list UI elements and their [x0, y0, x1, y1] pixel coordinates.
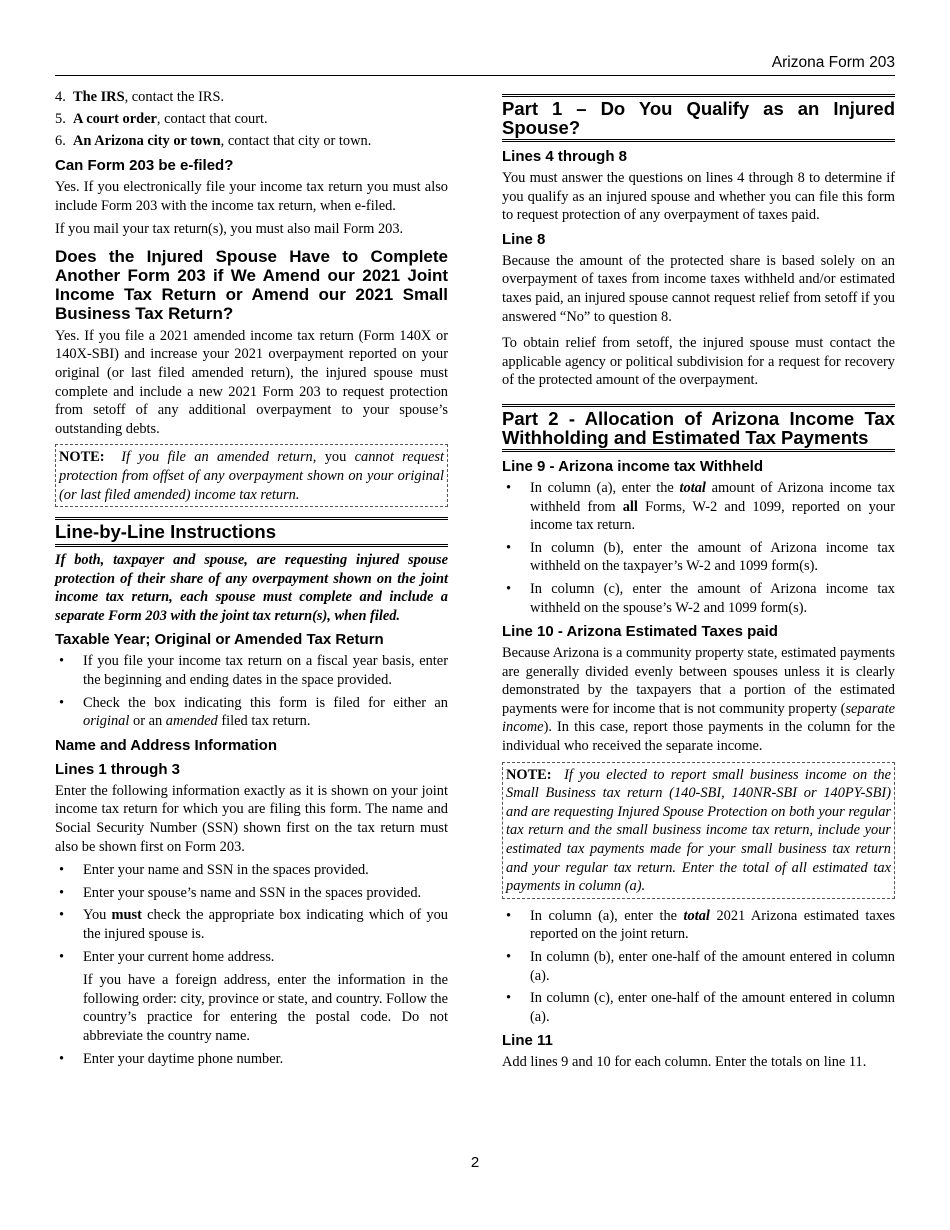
amended-return-note: NOTE: If you file an amended return, you cannot request protection from offset of any overpayment shown on your original (or last filed amended) income tax return. [55, 444, 448, 507]
line-9-heading: Line 9 - Arizona income tax Withheld [502, 457, 764, 475]
list-item: • In column (c), enter the amount of Arizona income tax withheld on the spouse’s W-2 and 1099 form(s). [502, 580, 895, 617]
list-item: • Enter your spouse’s name and SSN in the spaces provided. [55, 884, 448, 903]
efile-heading: Can Form 203 be e-filed? [55, 156, 234, 174]
foreign-address-paragraph: If you have a foreign address, enter the information in the following order: city, province or state, and country. Follow the country’s practice for entering the postal code. Do not abbreviate the country name. [83, 972, 449, 1044]
list-item: • Check the box indicating this form is filed for either an original or an amended filed tax return. [55, 694, 448, 731]
list-item: • Enter your current home address. [55, 948, 448, 967]
list-item: • Enter your name and SSN in the spaces provided. [55, 861, 448, 880]
mail-paragraph: If you mail your tax return(s), you must also mail Form 203. [55, 221, 404, 238]
lines-4-8-paragraph: You must answer the questions on lines 4 through 8 to determine if you qualify as an injured spouse and whether you can file this form to request protection of any overpayment of taxes paid. [502, 170, 895, 224]
name-address-list [55, 861, 448, 966]
line-9-list [502, 479, 895, 617]
amend-heading: Does the Injured Spouse Have to Complete Another Form 203 if We Amend our 2021 Joint Income Tax Return or Amend our 2021 Small Business Tax Return? [55, 246, 448, 323]
header-divider [55, 75, 895, 76]
amend-paragraph: Yes. If you file a 2021 amended income tax return (Form 140X or 140X-SBI) and increase your 2021 overpayment reported on your original (or last filed amended return), the injured spouse must complete and include a new 2021 Form 203 to request protection from setoff of any additional overpayment to your spouse’s outstanding debts. [55, 327, 448, 437]
line-8-heading: Line 8 [502, 230, 546, 248]
list-item: • If you file your income tax return on a fiscal year basis, enter the beginning and ending dates in the space provided. [55, 652, 448, 689]
list-item: • In column (b), enter the amount of Arizona income tax withheld on the taxpayer’s W-2 and 1099 form(s). [502, 539, 895, 576]
taxable-year-heading: Taxable Year; Original or Amended Tax Return [55, 631, 384, 649]
list-item: • In column (b), enter one-half of the amount entered in column (a). [502, 948, 895, 985]
name-address-paragraph: Enter the following information exactly as it is shown on your joint income tax return for which you are filing this form. The name and Social Security Number (SSN) shown first on the tax return must also be shown first on Form 203. [55, 782, 448, 855]
line-by-line-intro: If both, taxpayer and spouse, are requesting injured spouse protection of their share of any overpayment shown on the joint income tax return, each spouse must complete and include a separate Form 203 with the joint tax return(s), when filed. [55, 552, 448, 624]
name-address-heading: Name and Address Information [55, 736, 277, 754]
list-item: • You must check the appropriate box indicating which of you the injured spouse is. [55, 906, 448, 943]
efile-paragraph: Yes. If you electronically file your income tax return you must also include Form 203 with the income tax return, when e-filed. [55, 178, 448, 214]
lines-1-3-heading: Lines 1 through 3 [55, 760, 181, 778]
line-by-line-heading: Line-by-Line Instructions [55, 517, 448, 547]
list-item: • In column (a), enter the total 2021 Arizona estimated taxes reported on the joint return. [502, 907, 895, 944]
left-column [55, 88, 448, 1073]
line-11-paragraph: Add lines 9 and 10 for each column. Enter the totals on line 11. [502, 1054, 867, 1071]
list-item: 5. A court order, contact that court. [55, 111, 268, 128]
lines-4-8-heading: Lines 4 through 8 [502, 148, 628, 165]
right-column [502, 88, 895, 1077]
page-number: 2 [470, 1154, 480, 1171]
list-item: • In column (c), enter one-half of the amount entered in column (a). [502, 989, 895, 1026]
line-10-paragraph: Because Arizona is a community property state, estimated payments are generally divided evenly between spouses unless it is clearly demonstrated by the taxpayers that a portion of the estimated payments were for income that is not community property (separate income). In this case, report those payments in the column for the individual who received the separate income. [502, 645, 895, 755]
part1-heading: Part 1 – Do You Qualify as an Injured Spouse? [502, 94, 895, 142]
list-item: 6. An Arizona city or town, contact that city or town. [55, 133, 372, 150]
contact-list [55, 88, 448, 151]
list-item: • Enter your daytime phone number. [55, 1050, 448, 1069]
page-header-title: Arizona Form 203 [771, 54, 895, 71]
part2-heading: Part 2 - Allocation of Arizona Income Tax Withholding and Estimated Tax Payments [502, 404, 895, 452]
relief-paragraph: To obtain relief from setoff, the injured spouse must contact the applicable agency or political subdivision for a request for recovery of the protected amount of the overpayment. [502, 335, 895, 389]
list-item: 4. The IRS, contact the IRS. [55, 89, 225, 105]
line-10-list [502, 907, 895, 1027]
taxable-year-list [55, 652, 448, 730]
list-item: • In column (a), enter the total amount of Arizona income tax withheld from all Forms, W-2 and 1099, reported on your income tax return. [502, 479, 895, 535]
line-11-heading: Line 11 [502, 1032, 553, 1050]
line-8-paragraph: Because the amount of the protected share is based solely on an overpayment of taxes from income taxes withheld and/or estimated taxes paid, an injured spouse cannot request relief from setoff if you answered “No” to question 8. [502, 252, 895, 325]
small-business-note: NOTE: If you elected to report small business income on the Small Business tax return (140-SBI, 140NR-SBI or 140PY-SBI) and are requesting Injured Spouse Protection on both your regular tax return and the small business income tax return, include your estimated tax payments made for your small business tax return and your regular tax return. Enter the total of all estimated tax payments in column (a). [502, 762, 895, 899]
line-10-heading: Line 10 - Arizona Estimated Taxes paid [502, 623, 778, 641]
phone-list [55, 1050, 448, 1069]
